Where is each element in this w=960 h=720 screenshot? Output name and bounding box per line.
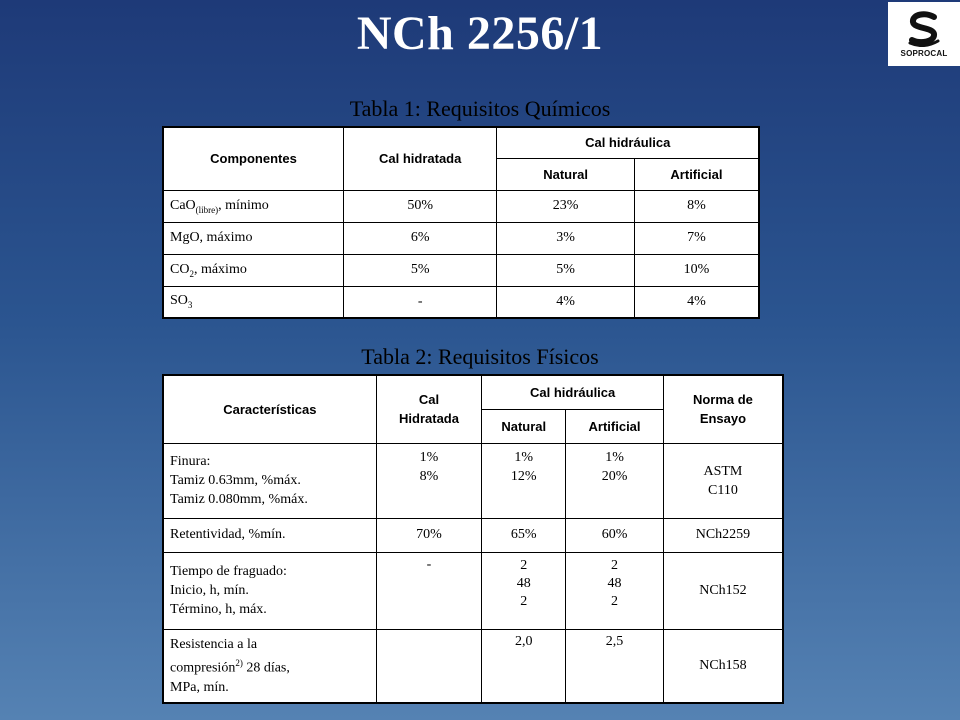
soprocal-s-icon	[904, 11, 944, 47]
row-label: $SO_3$	[163, 286, 343, 318]
table-chemical-requirements	[162, 126, 760, 319]
header-caracteristicas: Características	[163, 375, 376, 443]
cell-cal-hidratada: 6%	[343, 222, 496, 254]
cell-norma: ASTM C110	[663, 443, 783, 518]
row-label-resistencia: Resistencia a la compresión$^{2)}$ 28 días, MPa, mín.	[163, 629, 376, 703]
row-label-finura: Finura: Tamiz 0.63mm, %máx. Tamiz 0.080mm, %máx.	[163, 443, 376, 518]
cell-cal-hidratada: 1% 8%	[376, 443, 482, 518]
cell-norma: NCh158	[663, 629, 783, 703]
logo-text: SOPROCAL	[900, 48, 948, 58]
row-label-fraguado: Tiempo de fraguado: Inicio, h, mín. Término, h, máx.	[163, 552, 376, 629]
header-norma-de-ensayo: Norma de Ensayo	[663, 375, 783, 443]
header-natural: Natural	[482, 409, 566, 443]
cell-cal-hidratada: 70%	[376, 518, 482, 552]
cell-cal-hidratada: -	[343, 286, 496, 318]
cell-artificial: 2 48 2	[566, 552, 664, 629]
table-row	[163, 518, 783, 552]
table2-caption: Tabla 2: Requisitos Físicos	[361, 344, 599, 369]
table-row	[163, 190, 759, 222]
soprocal-logo	[888, 2, 960, 66]
table-row	[163, 286, 759, 318]
table-row	[163, 629, 783, 703]
table-physical-requirements	[162, 374, 784, 704]
header-artificial: Artificial	[566, 409, 664, 443]
row-label: CaO$_{(libre)}$, mínimo	[163, 190, 343, 222]
header-natural: Natural	[497, 158, 634, 190]
header-artificial: Artificial	[634, 158, 759, 190]
slide-title: NCh 2256/1	[356, 7, 604, 60]
cell-natural: 1% 12%	[482, 443, 566, 518]
header-componentes: Componentes	[163, 127, 343, 190]
row-label: MgO, máximo	[163, 222, 343, 254]
row-label: $CO_2$, máximo	[163, 254, 343, 286]
cell-artificial: 60%	[566, 518, 664, 552]
cell-natural: 65%	[482, 518, 566, 552]
table-row	[163, 254, 759, 286]
header-cal-hidraulica: Cal hidráulica	[497, 127, 759, 158]
cell-cal-hidratada: 50%	[343, 190, 496, 222]
header-cal-hidraulica: Cal hidráulica	[482, 375, 664, 409]
cell-natural: 3%	[497, 222, 634, 254]
cell-cal-hidratada: -	[376, 552, 482, 629]
table-row	[163, 552, 783, 629]
cell-natural: 2 48 2	[482, 552, 566, 629]
cell-cal-hidratada: 5%	[343, 254, 496, 286]
cell-natural: 2,0	[482, 629, 566, 703]
cell-artificial: 2,5	[566, 629, 664, 703]
table-row	[163, 222, 759, 254]
cell-natural: 5%	[497, 254, 634, 286]
cell-artificial: 4%	[634, 286, 759, 318]
cell-natural: 4%	[497, 286, 634, 318]
cell-natural: 23%	[497, 190, 634, 222]
cell-norma: NCh152	[663, 552, 783, 629]
cell-artificial: 8%	[634, 190, 759, 222]
cell-norma: NCh2259	[663, 518, 783, 552]
cell-artificial: 1% 20%	[566, 443, 664, 518]
cell-artificial: 10%	[634, 254, 759, 286]
table-row	[163, 443, 783, 518]
header-cal-hidratada: Cal Hidratada	[376, 375, 482, 443]
row-label-retentividad: Retentividad, %mín.	[163, 518, 376, 552]
cell-cal-hidratada	[376, 629, 482, 703]
header-cal-hidratada: Cal hidratada	[343, 127, 496, 190]
table1-caption: Tabla 1: Requisitos Químicos	[349, 96, 611, 121]
cell-artificial: 7%	[634, 222, 759, 254]
